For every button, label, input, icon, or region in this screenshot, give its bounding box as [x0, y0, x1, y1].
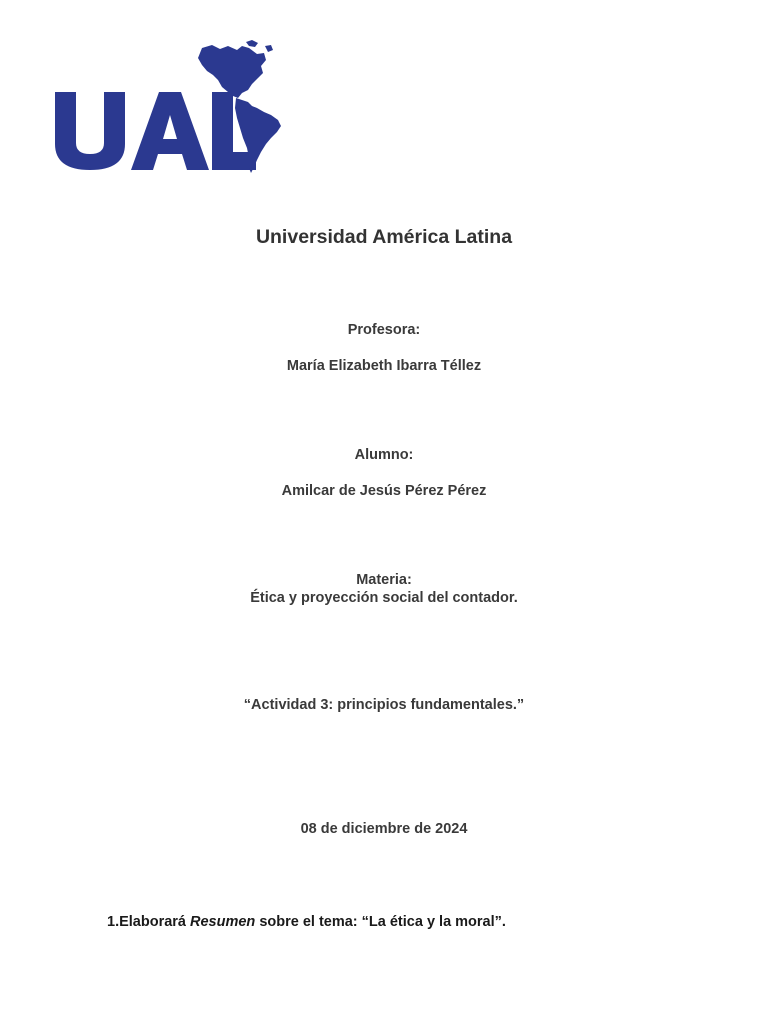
- university-name: Universidad América Latina: [255, 226, 513, 248]
- document-date: 08 de diciembre de 2024: [300, 821, 468, 837]
- student-name: Amilcar de Jesús Pérez Pérez: [281, 483, 487, 499]
- activity-title: “Actividad 3: principios fundamentales.”: [243, 697, 525, 713]
- professor-label: Profesora:: [347, 322, 421, 338]
- professor-name: María Elizabeth Ibarra Téllez: [286, 358, 482, 374]
- task-instruction: [107, 914, 506, 930]
- task-suffix: sobre el tema: “La ética y la moral”.: [255, 914, 506, 930]
- task-prefix: 1.Elaborará: [107, 914, 191, 930]
- ual-logo: [52, 40, 284, 174]
- subject-name: Ética y proyección social del contador.: [250, 590, 518, 606]
- subject-label: Materia:: [356, 572, 412, 588]
- task-emphasis: Resumen: [190, 914, 256, 930]
- student-label: Alumno:: [354, 447, 414, 463]
